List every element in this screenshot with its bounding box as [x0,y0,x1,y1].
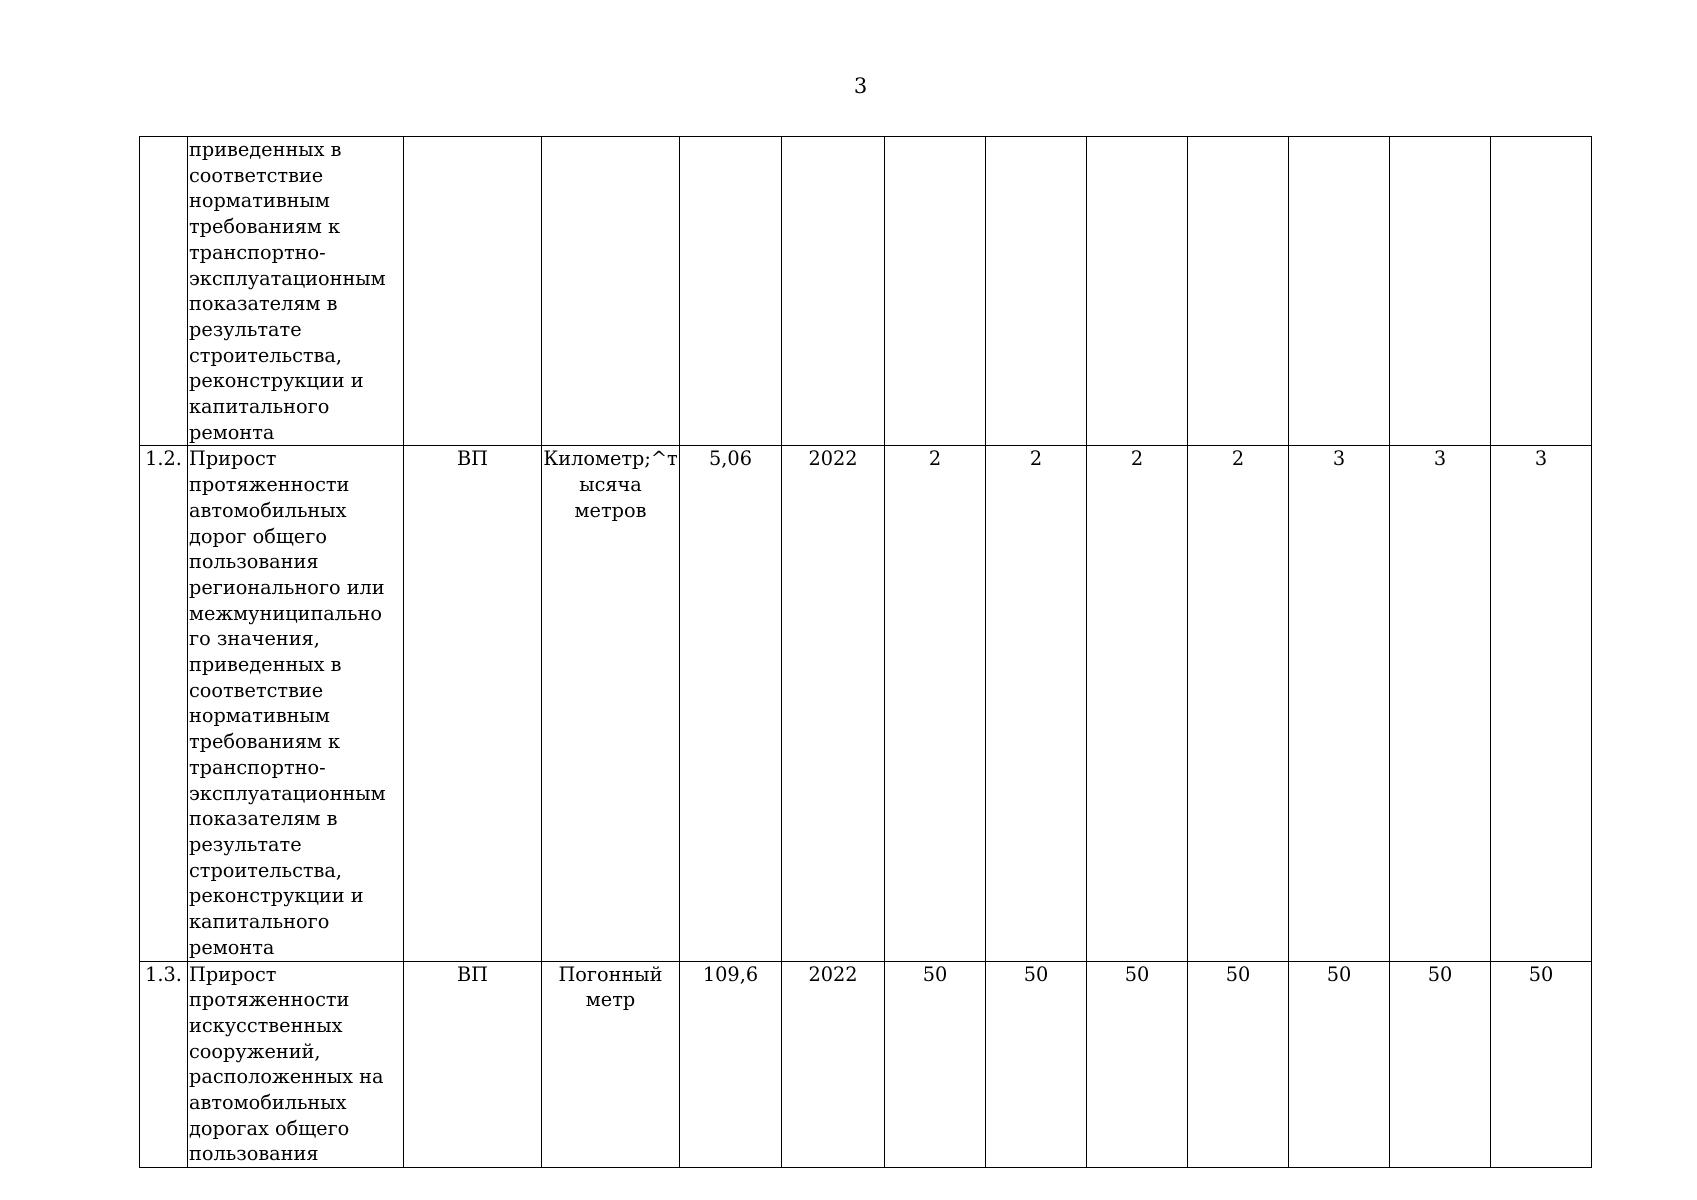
row-number-cell: 1.3. [140,961,188,1168]
year-value-cell: 3 [1289,446,1390,961]
year-value-cell: 3 [1491,446,1592,961]
indicator-name-cell: приведенных в соответствие нормативным требованиям к транспортно- эксплуатационным показателям в результате строительства, реконструкции и капитального ремонта [188,137,404,446]
year-value-cell: 50 [1289,961,1390,1168]
year-value-cell [1087,137,1188,446]
row-number-cell: 1.2. [140,446,188,961]
page-number: 3 [853,74,868,98]
base-year-cell [782,137,885,446]
year-value-cell: 50 [1390,961,1491,1168]
base-year-cell: 2022 [782,961,885,1168]
year-value-cell: 50 [1087,961,1188,1168]
base-value-cell [680,137,782,446]
table-row [140,137,1592,446]
table-row [140,446,1592,961]
unit-cell [542,137,680,446]
indicator-type-cell: ВП [404,446,542,961]
indicator-type-cell: ВП [404,961,542,1168]
year-value-cell [986,137,1087,446]
year-value-cell: 2 [885,446,986,961]
unit-cell: Километр;^т ысяча метров [542,446,680,961]
base-value-cell: 5,06 [680,446,782,961]
year-value-cell: 50 [885,961,986,1168]
base-year-cell: 2022 [782,446,885,961]
year-value-cell [1188,137,1289,446]
indicators-table [139,136,1592,1168]
year-value-cell [885,137,986,446]
year-value-cell: 2 [1188,446,1289,961]
unit-cell: Погонный метр [542,961,680,1168]
year-value-cell: 2 [986,446,1087,961]
table-row [140,961,1592,1168]
year-value-cell [1491,137,1592,446]
row-number-cell [140,137,188,446]
year-value-cell: 2 [1087,446,1188,961]
year-value-cell [1289,137,1390,446]
year-value-cell [1390,137,1491,446]
year-value-cell: 3 [1390,446,1491,961]
year-value-cell: 50 [986,961,1087,1168]
indicator-type-cell [404,137,542,446]
indicator-name-cell: Прирост протяженности автомобильных дорог общего пользования регионального или межмуниципально го значения, приведенных в соответствие нормативным требованиям к транспортно- эксплуатационным показателям в результате строительства, реконструкции и капитального ремонта [188,446,404,961]
indicator-name-cell: Прирост протяженности искусственных сооружений, расположенных на автомобильных дорогах общего пользования [188,961,404,1168]
year-value-cell: 50 [1491,961,1592,1168]
year-value-cell: 50 [1188,961,1289,1168]
base-value-cell: 109,6 [680,961,782,1168]
